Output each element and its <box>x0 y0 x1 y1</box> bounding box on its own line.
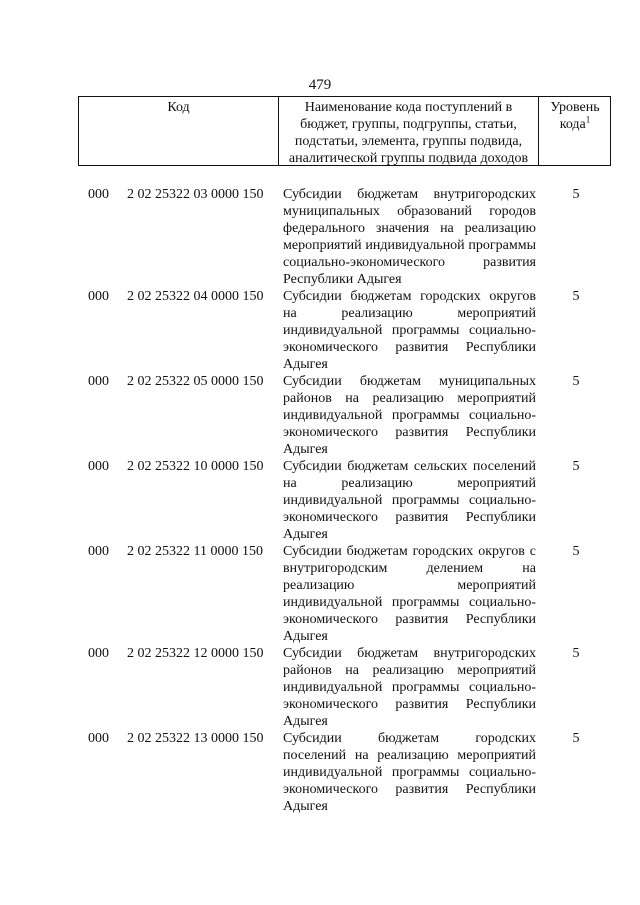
code-level: 5 <box>572 289 580 304</box>
table-row <box>0 543 640 645</box>
table-row <box>0 458 640 543</box>
income-code: 2 02 25322 13 0000 150 <box>127 731 264 746</box>
income-name: Субсидии бюджетам муниципальных районов на реализацию мероприятий индивидуальной программы социально-экономического развития Республики Адыгея <box>283 374 536 457</box>
table-row <box>0 730 640 815</box>
table-header <box>78 96 611 166</box>
income-code: 2 02 25322 04 0000 150 <box>127 289 264 304</box>
income-name: Субсидии бюджетам внутригородских муниципальных образований городов федерального значения на реализацию мероприятий индивидуальной программы социально-экономического развития Республики Адыгея <box>283 187 536 287</box>
admin-code: 000 <box>88 544 109 559</box>
header-level-footnote: 1 <box>585 114 591 125</box>
table-row <box>0 373 640 458</box>
admin-code: 000 <box>88 289 109 304</box>
admin-code: 000 <box>88 374 109 389</box>
income-code-table <box>0 186 640 815</box>
code-level: 5 <box>572 374 580 389</box>
admin-code: 000 <box>88 646 109 661</box>
income-code: 2 02 25322 10 0000 150 <box>127 459 264 474</box>
table-row <box>0 186 640 288</box>
income-code: 2 02 25322 12 0000 150 <box>127 646 264 661</box>
income-name: Субсидии бюджетам внутригородских районов на реализацию мероприятий индивидуальной программы социально-экономического развития Республики Адыгея <box>283 646 536 729</box>
code-level: 5 <box>572 459 580 474</box>
income-name: Субсидии бюджетам городских округов с внутригородским делением на реализацию мероприятий индивидуальной программы социально-экономического развития Республики Адыгея <box>283 544 536 644</box>
code-level: 5 <box>572 646 580 661</box>
income-name: Субсидии бюджетам городских поселений на реализацию мероприятий индивидуальной программы социально-экономического развития Республики Адыгея <box>283 731 536 814</box>
header-code: Код <box>79 97 279 165</box>
table-row <box>0 645 640 730</box>
header-level <box>539 97 611 165</box>
code-level: 5 <box>572 731 580 746</box>
code-level: 5 <box>572 544 580 559</box>
admin-code: 000 <box>88 731 109 746</box>
income-code: 2 02 25322 03 0000 150 <box>127 187 264 202</box>
code-level: 5 <box>572 187 580 202</box>
table-row <box>0 288 640 373</box>
income-code: 2 02 25322 05 0000 150 <box>127 374 264 389</box>
admin-code: 000 <box>88 459 109 474</box>
header-name: Наименование кода поступлений в бюджет, группы, подгруппы, статьи, подстатьи, элемента, группы подвида, аналитической группы подвида доходов <box>279 97 539 165</box>
admin-code: 000 <box>88 187 109 202</box>
header-level-label: Уровень кода <box>550 100 600 132</box>
income-name: Субсидии бюджетам городских округов на реализацию мероприятий индивидуальной программы социально-экономического развития Республики Адыгея <box>283 289 536 372</box>
income-name: Субсидии бюджетам сельских поселений на реализацию мероприятий индивидуальной программы социально-экономического развития Республики Адыгея <box>283 459 536 542</box>
income-code: 2 02 25322 11 0000 150 <box>127 544 263 559</box>
page-number: 479 <box>308 77 332 93</box>
